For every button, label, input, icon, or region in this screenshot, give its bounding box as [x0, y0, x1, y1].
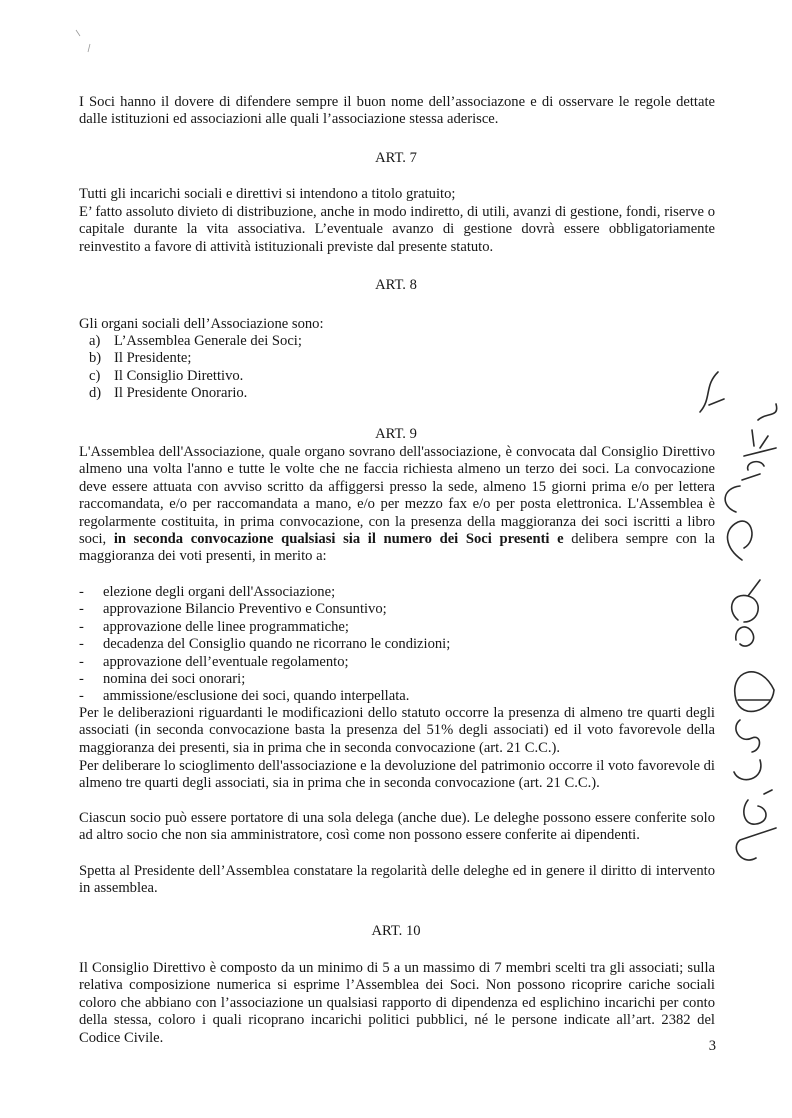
list-item: - decadenza del Consiglio quando ne ricorrano le condizioni;: [79, 636, 451, 653]
list-item: c) Il Consiglio Direttivo.: [89, 367, 244, 384]
art9-paragraph-2: Per le deliberazioni riguardanti le modificazioni dello statuto occorre la presenza di almeno tre quarti degli associati (in seconda convocazione basta la presenza del 51% degli associati) ed il voto favorevole della maggioranza dei presenti, sia in prima che in seconda convocazione (art. 21 C.C.).: [79, 705, 715, 756]
list-item: - approvazione dell’eventuale regolamento;: [79, 653, 349, 670]
art7-paragraph-1: Tutti gli incarichi sociali e direttivi si intendono a titolo gratuito;: [79, 186, 456, 202]
art9-paragraph-1: L'Assemblea dell'Associazione, quale organo sovrano dell'associazione, è convocata dal Consiglio Direttivo almeno una volta l'anno e tutte le volte che ne faccia richiesta almeno un terzo dei soci. La convocazione deve essere attuata con avviso scritto da affiggersi presso la sede, almeno 15 giorni prima e/o per lettera raccomandata, e/o per raccomandata a mano, e/o per mezzo fax e/o per posta elettronica. L'Assemblea è regolarmente costituita, in prima convocazione, con la presenza della maggioranza dei soci iscritti a libro soci, in seconda convocazione qualsiasi sia il numero dei Soci presenti e delibera sempre con la maggioranza dei voti presenti, in merito a:: [79, 444, 715, 565]
art10-paragraph-1: Il Consiglio Direttivo è composto da un minimo di 5 a un massimo di 7 membri scelti tra gli associati; sulla relativa composizione numerica si esprime l’Assemblea dei Soci. Non possono ricoprire cariche sociali coloro che abbiano con l’associazione un qualsiasi rapporto di dipendenza ed esplichino incarichi per conto della stessa, coloro i quali ricoprano incarichi politici pubblici, né le persone indicate all’art. 2382 del Codice Civile.: [79, 960, 715, 1046]
art8-heading: ART. 8: [375, 277, 417, 293]
art7-heading: ART. 7: [375, 150, 417, 166]
list-item: d) Il Presidente Onorario.: [89, 385, 248, 402]
list-item: - elezione degli organi dell'Associazione;: [79, 584, 336, 600]
list-item: - nomina dei soci onorari;: [79, 671, 246, 688]
art10-heading: ART. 10: [371, 923, 421, 939]
art8-intro: Gli organi sociali dell’Associazione sono:: [79, 316, 324, 332]
list-item: - approvazione delle linee programmatiche;: [79, 618, 349, 635]
page-number: 3: [708, 1038, 716, 1054]
intro-paragraph: I Soci hanno il dovere di difendere sempre il buon nome dell’associazone e di osservare le regole dettate dalle istituzioni ed associazioni alle quali l’associazione stessa aderisce.: [79, 94, 715, 128]
art9-heading: ART. 9: [375, 426, 417, 442]
list-item: - ammissione/esclusione dei soci, quando interpellata.: [79, 688, 410, 705]
art9-bold-clause: in seconda convocazione qualsiasi sia il numero dei Soci presenti e: [113, 531, 564, 548]
art9-paragraph-4: Ciascun socio può essere portatore di una sola delega (anche due). Le deleghe possono essere conferite solo ad altro socio che non sia amministratore, così come non possono essere conferite ai dipendenti.: [79, 810, 715, 844]
list-item: a) L’Assemblea Generale dei Soci;: [89, 333, 302, 349]
art9-paragraph-5: Spetta al Presidente dell’Assemblea constatare la regolarità delle deleghe ed in genere il diritto di intervento in assemblea.: [79, 863, 715, 897]
list-item: b) Il Presidente;: [89, 350, 192, 367]
art9-paragraph-3: Per deliberare lo scioglimento dell'associazione e la devoluzione del patrimonio occorre il voto favorevole di almeno tre quarti degli associati, sia in prima che in seconda convocazione (art. 21 C.C.).: [79, 758, 715, 792]
list-item: - approvazione Bilancio Preventivo e Consuntivo;: [79, 601, 387, 618]
art7-paragraph-2: E’ fatto assoluto divieto di distribuzione, anche in modo indiretto, di utili, avanzi di gestione, fondi, riserve o capitale durante la vita associativa. L’eventuale avanzo di gestione dovrà essere obbligatoriamente reinvestito a favore di attività istituzionali previste dal presente statuto.: [79, 204, 715, 255]
